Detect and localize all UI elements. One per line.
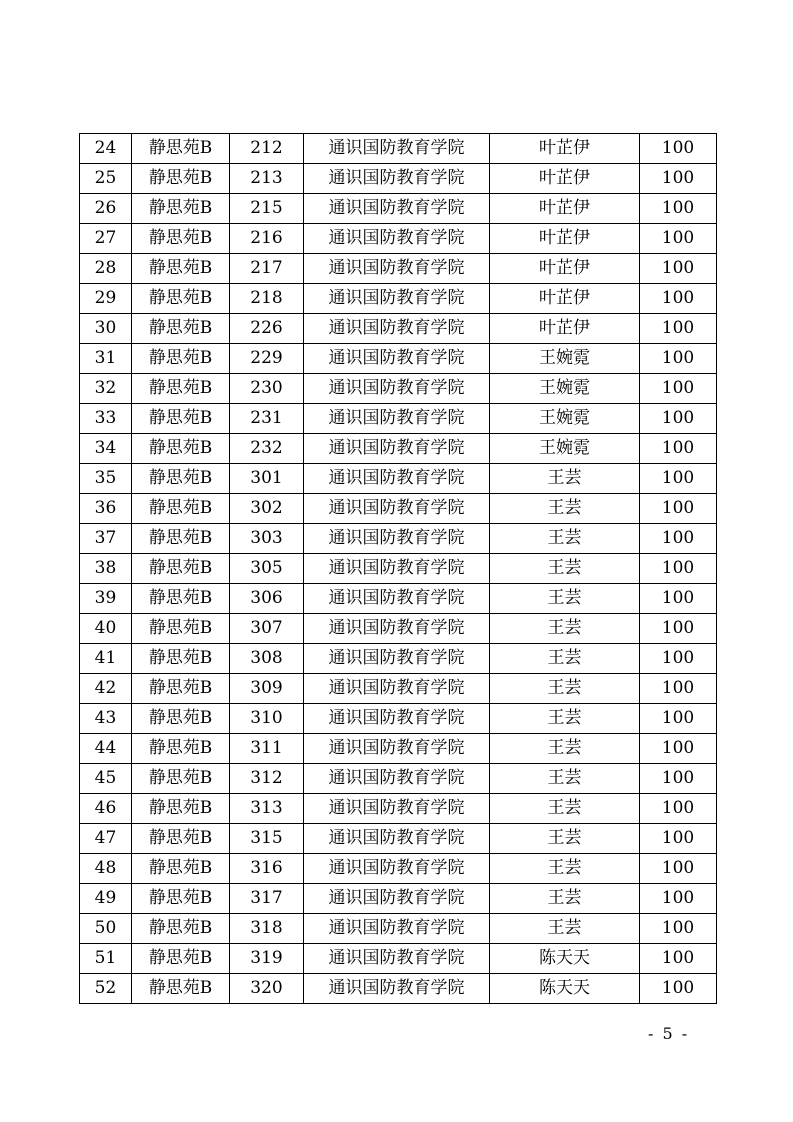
cell-person: 陈天天 [490, 944, 640, 974]
cell-score: 100 [640, 404, 717, 434]
cell-building: 静思苑B [132, 764, 230, 794]
table-row [80, 794, 717, 824]
cell-person: 叶芷伊 [490, 134, 640, 164]
cell-room: 316 [230, 854, 304, 884]
cell-score: 100 [640, 884, 717, 914]
cell-room: 216 [230, 224, 304, 254]
cell-person: 王芸 [490, 644, 640, 674]
cell-index: 44 [80, 734, 132, 764]
cell-building: 静思苑B [132, 584, 230, 614]
cell-person: 王芸 [490, 734, 640, 764]
cell-building: 静思苑B [132, 914, 230, 944]
cell-room: 301 [230, 464, 304, 494]
cell-person: 王芸 [490, 794, 640, 824]
cell-person: 叶芷伊 [490, 254, 640, 284]
cell-building: 静思苑B [132, 824, 230, 854]
cell-index: 24 [80, 134, 132, 164]
cell-person: 王芸 [490, 524, 640, 554]
cell-building: 静思苑B [132, 734, 230, 764]
cell-building: 静思苑B [132, 224, 230, 254]
cell-college: 通识国防教育学院 [304, 674, 490, 704]
cell-college: 通识国防教育学院 [304, 194, 490, 224]
cell-college: 通识国防教育学院 [304, 854, 490, 884]
cell-building: 静思苑B [132, 644, 230, 674]
cell-building: 静思苑B [132, 884, 230, 914]
cell-person: 王芸 [490, 704, 640, 734]
table-row [80, 884, 717, 914]
cell-person: 陈天天 [490, 974, 640, 1004]
table-row [80, 464, 717, 494]
cell-building: 静思苑B [132, 854, 230, 884]
cell-index: 43 [80, 704, 132, 734]
cell-building: 静思苑B [132, 704, 230, 734]
table-row [80, 344, 717, 374]
cell-score: 100 [640, 824, 717, 854]
cell-college: 通识国防教育学院 [304, 734, 490, 764]
cell-index: 48 [80, 854, 132, 884]
cell-college: 通识国防教育学院 [304, 374, 490, 404]
cell-index: 52 [80, 974, 132, 1004]
cell-college: 通识国防教育学院 [304, 404, 490, 434]
cell-score: 100 [640, 554, 717, 584]
cell-room: 308 [230, 644, 304, 674]
table-row [80, 674, 717, 704]
cell-room: 213 [230, 164, 304, 194]
cell-person: 叶芷伊 [490, 224, 640, 254]
cell-building: 静思苑B [132, 794, 230, 824]
cell-room: 315 [230, 824, 304, 854]
cell-college: 通识国防教育学院 [304, 554, 490, 584]
cell-index: 26 [80, 194, 132, 224]
cell-person: 王芸 [490, 914, 640, 944]
cell-score: 100 [640, 974, 717, 1004]
cell-score: 100 [640, 314, 717, 344]
cell-index: 38 [80, 554, 132, 584]
cell-person: 王芸 [490, 584, 640, 614]
cell-building: 静思苑B [132, 374, 230, 404]
cell-score: 100 [640, 644, 717, 674]
cell-index: 25 [80, 164, 132, 194]
cell-college: 通识国防教育学院 [304, 224, 490, 254]
cell-room: 318 [230, 914, 304, 944]
cell-building: 静思苑B [132, 164, 230, 194]
cell-room: 232 [230, 434, 304, 464]
table-row [80, 584, 717, 614]
cell-score: 100 [640, 434, 717, 464]
cell-score: 100 [640, 194, 717, 224]
cell-person: 叶芷伊 [490, 194, 640, 224]
cell-person: 王婉霓 [490, 344, 640, 374]
cell-score: 100 [640, 524, 717, 554]
table-row [80, 554, 717, 584]
cell-person: 王芸 [490, 824, 640, 854]
cell-college: 通识国防教育学院 [304, 644, 490, 674]
cell-index: 47 [80, 824, 132, 854]
table-row [80, 524, 717, 554]
cell-room: 319 [230, 944, 304, 974]
cell-score: 100 [640, 734, 717, 764]
table-row [80, 704, 717, 734]
cell-room: 302 [230, 494, 304, 524]
table-row [80, 734, 717, 764]
table-row [80, 314, 717, 344]
cell-college: 通识国防教育学院 [304, 524, 490, 554]
cell-building: 静思苑B [132, 524, 230, 554]
cell-room: 303 [230, 524, 304, 554]
cell-score: 100 [640, 254, 717, 284]
cell-college: 通识国防教育学院 [304, 794, 490, 824]
cell-room: 312 [230, 764, 304, 794]
cell-college: 通识国防教育学院 [304, 824, 490, 854]
cell-building: 静思苑B [132, 134, 230, 164]
table-row [80, 224, 717, 254]
cell-score: 100 [640, 344, 717, 374]
cell-college: 通识国防教育学院 [304, 764, 490, 794]
cell-index: 45 [80, 764, 132, 794]
cell-score: 100 [640, 224, 717, 254]
cell-score: 100 [640, 794, 717, 824]
cell-index: 35 [80, 464, 132, 494]
cell-index: 42 [80, 674, 132, 704]
cell-room: 307 [230, 614, 304, 644]
cell-person: 王芸 [490, 554, 640, 584]
cell-index: 29 [80, 284, 132, 314]
cell-room: 317 [230, 884, 304, 914]
cell-person: 叶芷伊 [490, 314, 640, 344]
cell-room: 212 [230, 134, 304, 164]
cell-college: 通识国防教育学院 [304, 914, 490, 944]
cell-college: 通识国防教育学院 [304, 584, 490, 614]
roster-table [79, 133, 717, 1004]
cell-room: 215 [230, 194, 304, 224]
cell-college: 通识国防教育学院 [304, 134, 490, 164]
cell-college: 通识国防教育学院 [304, 884, 490, 914]
cell-score: 100 [640, 164, 717, 194]
cell-room: 305 [230, 554, 304, 584]
cell-room: 309 [230, 674, 304, 704]
cell-college: 通识国防教育学院 [304, 614, 490, 644]
cell-score: 100 [640, 944, 717, 974]
cell-building: 静思苑B [132, 194, 230, 224]
cell-building: 静思苑B [132, 314, 230, 344]
cell-index: 36 [80, 494, 132, 524]
cell-building: 静思苑B [132, 554, 230, 584]
cell-index: 34 [80, 434, 132, 464]
cell-person: 王婉霓 [490, 434, 640, 464]
cell-college: 通识国防教育学院 [304, 704, 490, 734]
cell-building: 静思苑B [132, 974, 230, 1004]
cell-index: 30 [80, 314, 132, 344]
cell-score: 100 [640, 764, 717, 794]
table-row [80, 284, 717, 314]
cell-index: 49 [80, 884, 132, 914]
cell-building: 静思苑B [132, 614, 230, 644]
cell-building: 静思苑B [132, 344, 230, 374]
cell-score: 100 [640, 584, 717, 614]
cell-score: 100 [640, 494, 717, 524]
cell-person: 王婉霓 [490, 374, 640, 404]
cell-building: 静思苑B [132, 254, 230, 284]
cell-room: 306 [230, 584, 304, 614]
table-row [80, 254, 717, 284]
cell-score: 100 [640, 464, 717, 494]
cell-index: 46 [80, 794, 132, 824]
cell-person: 王芸 [490, 854, 640, 884]
cell-person: 王芸 [490, 614, 640, 644]
cell-score: 100 [640, 914, 717, 944]
table-row [80, 764, 717, 794]
cell-room: 313 [230, 794, 304, 824]
table-row [80, 644, 717, 674]
cell-index: 37 [80, 524, 132, 554]
cell-score: 100 [640, 134, 717, 164]
cell-score: 100 [640, 704, 717, 734]
cell-room: 226 [230, 314, 304, 344]
cell-score: 100 [640, 674, 717, 704]
cell-person: 王芸 [490, 494, 640, 524]
cell-person: 叶芷伊 [490, 284, 640, 314]
table-row [80, 374, 717, 404]
cell-room: 231 [230, 404, 304, 434]
cell-person: 王芸 [490, 464, 640, 494]
cell-index: 50 [80, 914, 132, 944]
table-row [80, 914, 717, 944]
cell-index: 41 [80, 644, 132, 674]
cell-person: 王婉霓 [490, 404, 640, 434]
cell-college: 通识国防教育学院 [304, 254, 490, 284]
table-row [80, 974, 717, 1004]
cell-college: 通识国防教育学院 [304, 164, 490, 194]
cell-building: 静思苑B [132, 944, 230, 974]
cell-college: 通识国防教育学院 [304, 434, 490, 464]
table-row [80, 434, 717, 464]
cell-room: 310 [230, 704, 304, 734]
cell-college: 通识国防教育学院 [304, 344, 490, 374]
table-row [80, 824, 717, 854]
cell-score: 100 [640, 374, 717, 404]
table-row [80, 134, 717, 164]
cell-room: 230 [230, 374, 304, 404]
table-row [80, 944, 717, 974]
cell-building: 静思苑B [132, 434, 230, 464]
table-row [80, 614, 717, 644]
cell-building: 静思苑B [132, 674, 230, 704]
cell-building: 静思苑B [132, 404, 230, 434]
cell-room: 311 [230, 734, 304, 764]
cell-college: 通识国防教育学院 [304, 464, 490, 494]
cell-score: 100 [640, 854, 717, 884]
cell-building: 静思苑B [132, 494, 230, 524]
cell-college: 通识国防教育学院 [304, 314, 490, 344]
cell-person: 王芸 [490, 764, 640, 794]
cell-index: 40 [80, 614, 132, 644]
roster-table-body [80, 134, 717, 1004]
cell-room: 218 [230, 284, 304, 314]
page-number: - 5 - [648, 1024, 690, 1043]
cell-score: 100 [640, 614, 717, 644]
cell-college: 通识国防教育学院 [304, 944, 490, 974]
cell-score: 100 [640, 284, 717, 314]
cell-index: 28 [80, 254, 132, 284]
table-row [80, 194, 717, 224]
table-row [80, 164, 717, 194]
cell-building: 静思苑B [132, 464, 230, 494]
cell-person: 叶芷伊 [490, 164, 640, 194]
cell-college: 通识国防教育学院 [304, 974, 490, 1004]
cell-college: 通识国防教育学院 [304, 494, 490, 524]
cell-index: 32 [80, 374, 132, 404]
table-row [80, 494, 717, 524]
cell-index: 51 [80, 944, 132, 974]
cell-index: 27 [80, 224, 132, 254]
cell-building: 静思苑B [132, 284, 230, 314]
cell-college: 通识国防教育学院 [304, 284, 490, 314]
cell-index: 39 [80, 584, 132, 614]
table-row [80, 404, 717, 434]
cell-room: 217 [230, 254, 304, 284]
cell-person: 王芸 [490, 884, 640, 914]
cell-person: 王芸 [490, 674, 640, 704]
table-row [80, 854, 717, 884]
cell-room: 320 [230, 974, 304, 1004]
cell-index: 33 [80, 404, 132, 434]
cell-room: 229 [230, 344, 304, 374]
cell-index: 31 [80, 344, 132, 374]
